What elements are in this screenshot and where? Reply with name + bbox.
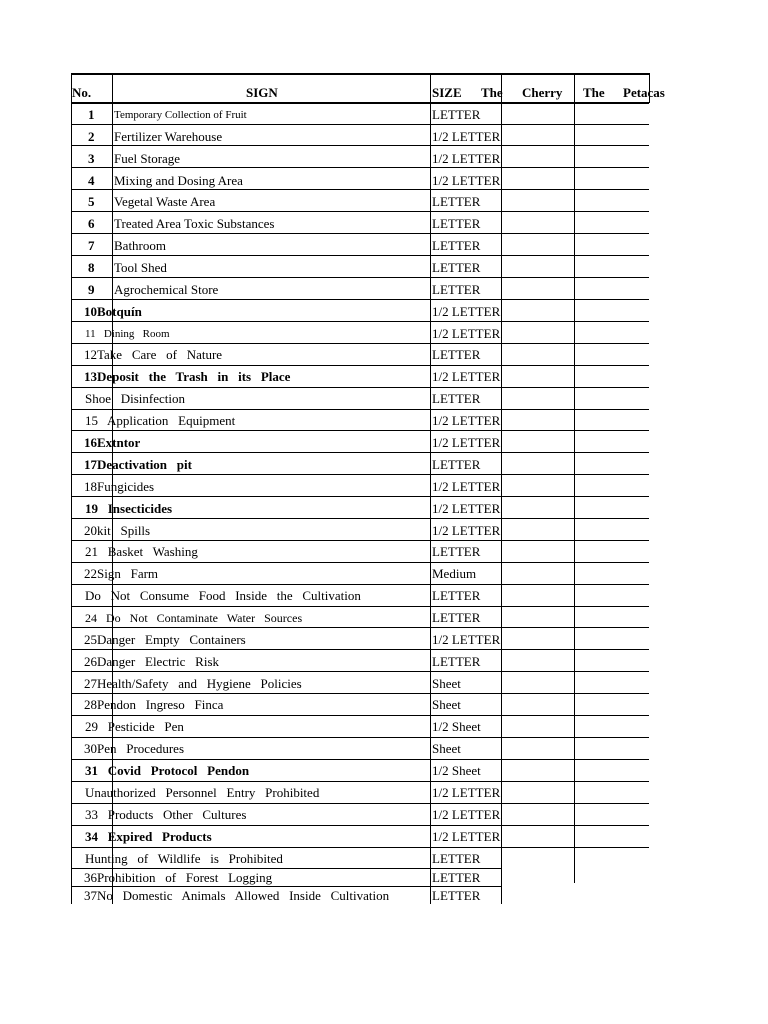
row-border-line xyxy=(71,693,649,694)
row-size: LETTER xyxy=(432,238,481,253)
row-border-line xyxy=(71,825,649,826)
row-text: 36Prohibition of Forest Logging xyxy=(84,870,273,885)
sign-inventory-table xyxy=(71,73,665,904)
row-text: 37No Domestic Animals Allowed Inside Cultivation xyxy=(84,888,390,903)
row-sign: Fuel Storage xyxy=(114,151,181,166)
row-border-line xyxy=(71,540,649,541)
row-size: 1/2 LETTER xyxy=(432,785,501,800)
row-text: 31 Covid Protocol Pendon xyxy=(85,763,250,778)
row-border-line xyxy=(71,518,649,519)
row-text: 33 Products Other Cultures xyxy=(85,807,247,822)
row-text: Shoe Disinfection xyxy=(85,391,186,406)
row-text: 29 Pesticide Pen xyxy=(85,719,184,734)
row-border-line xyxy=(71,299,649,300)
col-border-left xyxy=(71,73,72,904)
row-border-line xyxy=(71,409,649,410)
row-no: 6 xyxy=(88,216,95,231)
row-text: 28Pendon Ingreso Finca xyxy=(84,697,224,712)
row-border-line xyxy=(71,474,649,475)
row-sign: Mixing and Dosing Area xyxy=(114,173,243,188)
row-size: LETTER xyxy=(432,216,481,231)
row-border-line xyxy=(71,649,649,650)
row-text: Unauthorized Personnel Entry Prohibited xyxy=(85,785,320,800)
row-no: 8 xyxy=(88,260,95,275)
row-no: 1 xyxy=(88,107,95,122)
row-text: 22Sign Farm xyxy=(84,566,159,581)
row-border-line xyxy=(71,452,649,453)
row-size: LETTER xyxy=(432,282,481,297)
row-size: LETTER xyxy=(432,347,481,362)
header-the-1: The xyxy=(481,85,503,100)
row-no: 2 xyxy=(88,129,95,144)
row-text: 21 Basket Washing xyxy=(85,544,198,559)
row-no: 9 xyxy=(88,282,95,297)
row-text: 26Danger Electric Risk xyxy=(84,654,220,669)
row-border-line xyxy=(71,627,649,628)
row-size: 1/2 LETTER xyxy=(432,523,501,538)
row-size: 1/2 LETTER xyxy=(432,632,501,647)
row-sign: Agrochemical Store xyxy=(114,282,219,297)
row-size: Medium xyxy=(432,566,477,581)
row-border-line xyxy=(71,321,649,322)
row-border-line xyxy=(71,189,649,190)
row-size: LETTER xyxy=(432,544,481,559)
row-sign: Bathroom xyxy=(114,238,166,253)
row-sign: Tool Shed xyxy=(114,260,167,275)
header-petacas: Petacas xyxy=(623,85,665,100)
row-size: 1/2 Sheet xyxy=(432,763,481,778)
row-sign: Fertilizer Warehouse xyxy=(114,129,223,144)
row-text: 15 Application Equipment xyxy=(85,413,236,428)
row-size: LETTER xyxy=(432,457,481,472)
row-sign: Temporary Collection of Fruit xyxy=(114,109,247,121)
row-border-line xyxy=(71,233,649,234)
row-text: 34 Expired Products xyxy=(85,829,212,844)
row-size: 1/2 LETTER xyxy=(432,304,501,319)
row-border-line xyxy=(71,387,649,388)
row-size: LETTER xyxy=(432,654,481,669)
row-size: 1/2 LETTER xyxy=(432,413,501,428)
row-size: 1/2 Sheet xyxy=(432,719,481,734)
row-text: 11 Dining Room xyxy=(85,328,170,340)
row-size: LETTER xyxy=(432,610,481,625)
col-border-cherry xyxy=(574,73,575,883)
row-size: LETTER xyxy=(432,391,481,406)
row-border-line xyxy=(71,803,649,804)
row-size: LETTER xyxy=(432,888,481,903)
row-no: 4 xyxy=(88,173,95,188)
header-size: SIZE xyxy=(432,85,462,100)
row-border-line xyxy=(71,430,649,431)
row-text: 16Extntor xyxy=(84,435,141,450)
row-size: 1/2 LETTER xyxy=(432,173,501,188)
col-border-sign xyxy=(430,73,431,904)
row-size: Sheet xyxy=(432,676,461,691)
row-text: 20kit Spills xyxy=(84,523,151,538)
row-size: 1/2 LETTER xyxy=(432,326,501,341)
row-size: 1/2 LETTER xyxy=(432,479,501,494)
row-border-line xyxy=(71,606,649,607)
row-size: LETTER xyxy=(432,260,481,275)
row-no: 5 xyxy=(88,194,95,209)
row-border-line xyxy=(71,715,649,716)
row-size: Sheet xyxy=(432,741,461,756)
row-sign: Treated Area Toxic Substances xyxy=(114,216,275,231)
header-no: No. xyxy=(72,85,92,100)
row-border-line xyxy=(71,277,649,278)
row-border-line xyxy=(71,145,649,146)
row-border-line xyxy=(71,343,649,344)
row-text: 30Pen Procedures xyxy=(84,741,185,756)
row-border-line xyxy=(71,737,649,738)
row-border-line xyxy=(71,868,501,869)
row-size: 1/2 LETTER xyxy=(432,369,501,384)
row-no: 3 xyxy=(88,151,95,166)
row-border-line xyxy=(71,562,649,563)
row-size: LETTER xyxy=(432,194,481,209)
row-size: 1/2 LETTER xyxy=(432,829,501,844)
row-text: 19 Insecticides xyxy=(85,501,173,516)
row-border-line xyxy=(71,211,649,212)
row-border-line xyxy=(71,886,501,887)
row-text: Hunting of Wildlife is Prohibited xyxy=(85,851,283,866)
row-text: 24 Do Not Contaminate Water Sources xyxy=(85,611,303,625)
row-border-line xyxy=(71,584,649,585)
row-size: 1/2 LETTER xyxy=(432,501,501,516)
row-text: 10Botquín xyxy=(84,304,142,319)
row-text: 12Take Care of Nature xyxy=(84,347,223,362)
row-size: 1/2 LETTER xyxy=(432,807,501,822)
row-size: Sheet xyxy=(432,697,461,712)
header-the-2: The xyxy=(583,85,605,100)
row-text: 13Deposit the Trash in its Place xyxy=(84,369,291,384)
table-top-border xyxy=(71,73,649,75)
col-border-size xyxy=(501,73,502,904)
row-border-line xyxy=(71,759,649,760)
row-size: LETTER xyxy=(432,588,481,603)
row-border-line xyxy=(71,496,649,497)
row-size: 1/2 LETTER xyxy=(432,151,501,166)
row-size: LETTER xyxy=(432,107,481,122)
row-border-line xyxy=(71,781,649,782)
header-bottom-border xyxy=(71,102,649,104)
row-sign: Vegetal Waste Area xyxy=(114,194,216,209)
header-sign: SIGN xyxy=(246,85,278,100)
row-border-line xyxy=(71,365,649,366)
row-size: LETTER xyxy=(432,870,481,885)
col-border-right xyxy=(649,73,650,103)
row-border-line xyxy=(71,124,649,125)
header-cherry: Cherry xyxy=(522,85,563,100)
row-text: 25Danger Empty Containers xyxy=(84,632,246,647)
row-text: Do Not Consume Food Inside the Cultivation xyxy=(85,588,361,603)
row-border-line xyxy=(71,671,649,672)
row-no: 7 xyxy=(88,238,95,253)
row-text: 18Fungicides xyxy=(84,479,155,494)
row-border-line xyxy=(71,847,649,848)
row-border-line xyxy=(71,255,649,256)
row-size: 1/2 LETTER xyxy=(432,129,501,144)
row-size: 1/2 LETTER xyxy=(432,435,501,450)
row-text: 17Deactivation pit xyxy=(84,457,192,472)
row-border-line xyxy=(71,167,649,168)
col-border-no xyxy=(112,73,113,904)
row-text: 27Health/Safety and Hygiene Policies xyxy=(84,676,302,691)
row-size: LETTER xyxy=(432,851,481,866)
